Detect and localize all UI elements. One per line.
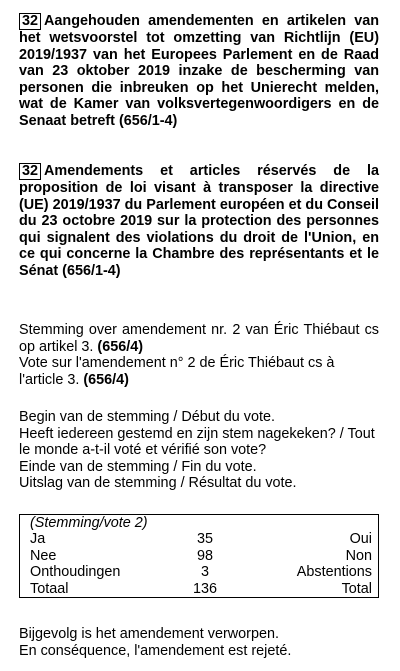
heading-french-text: Amendements et articles réservés de la proposition de loi visant à transposer la directive (UE) 2019/1937 du Parlement européen et du Conseil du 23 octobre 2019 sur la protection des personnes qui signalent des violations du droit de l'Union, en ce qui concerne la Chambre des représentants et le Sénat (656/1-4) bbox=[19, 163, 379, 279]
vote-count: 35 bbox=[196, 531, 213, 548]
vote-row-abstentions bbox=[20, 564, 378, 580]
vote-label-dutch: Ja bbox=[30, 531, 46, 548]
vote-count: 3 bbox=[200, 564, 209, 581]
vote-row-yes bbox=[20, 531, 378, 547]
procedure-line: Begin van de stemming / Début du vote. bbox=[19, 409, 275, 425]
vote-result-table bbox=[19, 514, 379, 598]
vote-label-dutch: Nee bbox=[30, 547, 57, 564]
vote-procedure bbox=[19, 409, 379, 492]
conclusion-dutch: Bijgevolg is het amendement verworpen. bbox=[19, 626, 279, 642]
heading-dutch bbox=[19, 13, 379, 130]
vote-subject-french bbox=[19, 355, 379, 388]
vote-conclusion bbox=[19, 626, 379, 659]
procedure-line: Uitslag van de stemming / Résultat du vote. bbox=[19, 475, 297, 492]
item-number-badge: 32 bbox=[19, 163, 41, 180]
conclusion-french: En conséquence, l'amendement est rejeté. bbox=[19, 642, 292, 659]
vote-subject-dutch bbox=[19, 322, 379, 355]
procedure-line: Heeft iedereen gestemd en zijn stem nagekeken? / Tout le monde a-t-il voté et vérifié son vote? bbox=[19, 425, 375, 459]
vote-label-french: Total bbox=[341, 580, 372, 597]
procedure-line: Einde van de stemming / Fin du vote. bbox=[19, 458, 257, 475]
vote-label-dutch: Onthoudingen bbox=[30, 564, 121, 581]
item-number-badge: 32 bbox=[19, 13, 41, 30]
heading-dutch-text: Aangehouden amendementen en artikelen van het wetsvoorstel tot omzetting van Richtlijn (EU) 2019/1937 van het Europees Parlement en de Raad van 23 oktober 2019 inzake de bescherming van personen die inbreuken op het Unierecht melden, wat de Kamer van volksvertegenwoordigers en de Senaat betreft (656/1-4) bbox=[19, 13, 379, 129]
vote-row-no bbox=[20, 548, 378, 564]
vote-label-french: Oui bbox=[349, 531, 372, 548]
vote-row-total bbox=[20, 581, 378, 597]
vote-label-dutch: Totaal bbox=[30, 580, 69, 597]
vote-table-title: (Stemming/vote 2) bbox=[30, 515, 148, 531]
vote-subject-french-text: Vote sur l'amendement n° 2 de Éric Thiébaut cs à l'article 3. bbox=[19, 355, 335, 388]
vote-label-french: Non bbox=[345, 547, 372, 564]
vote-count: 98 bbox=[196, 547, 213, 564]
heading-french bbox=[19, 163, 379, 280]
document-reference: (656/4) bbox=[97, 338, 144, 355]
document-reference: (656/4) bbox=[83, 371, 129, 388]
vote-count: 136 bbox=[192, 580, 217, 597]
vote-label-french: Abstentions bbox=[296, 564, 372, 581]
vote-subject-dutch-text: Stemming over amendement nr. 2 van Éric Thiébaut cs op artikel 3. bbox=[19, 322, 379, 355]
